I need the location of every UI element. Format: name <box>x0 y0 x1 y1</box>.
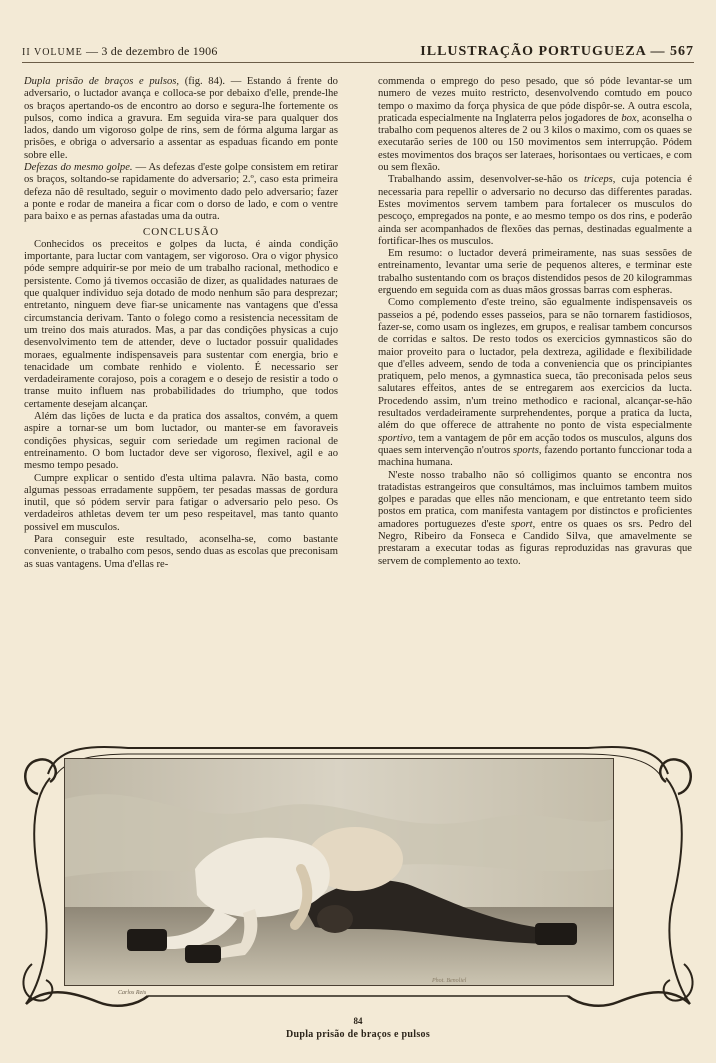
emphasis: sportivo <box>378 432 413 444</box>
paragraph: Em resumo: o luctador deverá primeiramente, nas suas sessões de entreinamento, levantar uma serie de pequenos alteres, e terminar este trabalho sustentando com os braços distendidos pesos de 20 kilogrammas erguendo em seguida com as duas mãos grossas barras com espheras. <box>378 248 692 297</box>
paragraph: Conhecidos os preceitos e golpes da lucta, é ainda condição importante, para luctar com vantagem, ser vigoroso. Ora o vigor physico póde sempre adquirir-se por meio de um trabalho racional, methodico e persistente. Como já tivemos occasião de dizer, as qualidades naturaes de que qualquer individuo seja dotado de modo nenhum são para desprezar; entretanto, ninguem deve fiar-se unicamente nas vantagens que d'essa circumstancia derivam. Tanto o folego como a resistencia necessitam de um treino dos mais aturados. Mas, a par das condições physicas a cujo desenvolvimento tem de attender, deve o luctador possuir qualidades moraes, egualmente indispensaveis para sustentar com energia, brio e tenacidade um combate renhido e violento. É necessario ser verdadeiramente corajoso, pois a coragem e o desejo de resistir a todo o transe muito influem nas probabilidades do triumpho, que todos certamente desejam alcançar. <box>24 238 338 410</box>
photographer-signature: Phot. Benoliel <box>432 978 467 984</box>
paragraph-text: , aconselha o trabalho com pequenos alteres de 2 ou 3 kilos o maximo, com os quaes se executarão series de 100 ou 150 movimentos sem interrupção. Pódem estes movimentos dos braços ser lateraes, horisontaes ou verticaes, e com ou sem flexão. <box>378 112 692 174</box>
subheading: Defezas do mesmo golpe. <box>24 162 133 174</box>
paragraph <box>378 297 692 469</box>
paragraph-text: commenda o emprego do peso pesado, que só póde levantar-se um numero de vezes muito restricto, desenvolvendo comtudo em pouco tempo o maximo da força physica de que póde dispôr-se. A outra escola, praticada especialmente na Inglaterra pelos jogadores de <box>378 76 692 124</box>
paragraph-text: , cuja potencia é necessaria para repellir o adversario no decurso das differentes paradas. Estes movimentos servem tambem para fortalecer os musculos do pescoço, empregados na ponte, e ao mesmo tempo os dos rins, e poderão ainda ser acompanhados de flexões das pernas, destinadas egualmente a fortificar-lhes os musculos. <box>378 174 692 247</box>
paragraph-text: , tem a vantagem de pôr em acção todos os musculos, alguns dos quaes sem intervenção n'outros <box>378 432 692 456</box>
frame-right-swirl <box>666 778 690 1004</box>
paragraph: Cumpre explicar o sentido d'esta ultima palavra. Não basta, como algumas pessoas erradamente suppõem, ter pesadas massas de gordura inutil, que só pódem servir para fatigar o adversario pelo peso. Os verdadeiros athletas devem ter um peso respeitavel, mas tanto quanto possivel em musculos. <box>24 472 338 533</box>
paragraph-text: , fazendo portanto funccionar toda a machina humana. <box>378 444 692 469</box>
wrestler-boot-left <box>127 929 167 951</box>
paragraph-text: (fig. 84). — Estando á frente do adversario, o luctador avança e colloca-se por debaixo d'elle, prende-lhe os braços apertando-os de encontro ao dorso e segura-lhe fortemente os pulsos, como indica a gravura. Em seguida vira-se para qualquer dos lados, dando um vigoroso golpe de rins, sem de fórma alguma largar as prisões, e obriga o adversario a assentar as espaduas ficando em ponte sobre elle. <box>24 76 338 161</box>
frame-left-swirl <box>26 778 50 1004</box>
paragraph-text: N'este nosso trabalho não só colligimos quanto se encontra nos tratadistas estrangeiros que consultámos, mas incluimos tambem muitos golpes e paradas que elles não mencionam, e que entretanto teem sido postos em pratica, com manifesta vantagem por distinctos e proficientes amadores portuguezes d'este <box>378 469 692 530</box>
emphasis: triceps <box>583 174 613 186</box>
paragraph <box>378 76 692 174</box>
header-volume-date <box>22 44 218 59</box>
wrestler-boot-right <box>535 923 577 945</box>
paragraph-text: — As defezas d'este golpe consistem em retirar os braços, soltando-se rapidamente do adversario; 2.º, caso esta primeira defeza não dê resultado, seguir o movimento dado pelo adversario; fazer a ponte e rodar de maneira a ficar com o dorso de lado, e com o ventre para baixo e as pernas afastadas uma da outra. <box>24 162 338 223</box>
header-title-page <box>420 44 694 60</box>
paragraph-text: , entre os quaes os srs. Pedro del Negro, Ribeiro da Fonseca e Candido Silva, que amavelmente se prestaram a executar todas as figuras reproduzidas nas gravuras que servem de complemento ao texto. <box>378 518 692 567</box>
header-page-number: — 567 <box>650 44 694 59</box>
paragraph: Para conseguir este resultado, aconselha-se, como bastante conveniente, o trabalho com pesos, sendo duas as escolas que preconisam as suas vantagens. Uma d'ellas re- <box>24 533 338 570</box>
emphasis: box <box>621 112 637 124</box>
figure-number: 84 <box>353 1016 363 1026</box>
figure-caption: Dupla prisão de braços e pulsos <box>285 1029 431 1040</box>
section-heading: CONCLUSÃO <box>142 225 220 238</box>
emphasis: sport <box>510 518 533 530</box>
paragraph <box>24 162 338 223</box>
paragraph: Além das lições de lucta e da pratica dos assaltos, convém, a quem aspire a tornar-se um bom luctador, ou manter-se em favoraveis condições physicas, seguir com seriedade um regimen racional de entreinamento. O bom luctador deve ser vigoroso, flexivel, agil e ao mesmo tempo pesado. <box>24 411 338 472</box>
figure-84 <box>18 734 698 1018</box>
right-column <box>378 76 692 736</box>
wrestlers-illustration <box>65 759 613 985</box>
paragraph <box>24 76 338 162</box>
header-date: — 3 de dezembro de 1906 <box>85 44 218 58</box>
page-header <box>22 44 694 63</box>
left-column <box>24 76 338 736</box>
artist-signature: Carlos Reis <box>118 990 147 996</box>
header-title: ILLUSTRAÇÃO PORTUGUEZA <box>420 44 646 59</box>
paragraph <box>378 470 692 568</box>
paragraph <box>378 174 692 248</box>
emphasis: sports <box>513 444 539 456</box>
frame-right-curl <box>660 759 691 794</box>
wrestler-boot-center <box>185 945 221 963</box>
paragraph-text: Trabalhando assim, desenvolver-se-hão os <box>388 174 584 186</box>
frame-left-curl <box>25 759 56 794</box>
article-body <box>24 76 692 736</box>
wrestler-head <box>317 905 353 933</box>
wrestling-photograph <box>64 758 614 986</box>
subheading: Dupla prisão de braços e pulsos, <box>24 76 180 87</box>
header-volume: II VOLUME <box>22 47 83 58</box>
paragraph-text: Como complemento d'este treino, são egualmente indispensaveis os passeios a pé, podendo esses passeios, para se não tornarem fastidiosos, fazer-se, como usam os inglezes, em grupos, e realisar tambem concursos de corridas e saltos. De resto todos os exercicios gymnasticos são do maior proveito para o luctador, pela dextreza, agilidade e flexibilidade que d'elles adveem, sendo de toda a conveniencia que os principiantes pratiquem, pelo menos, a gymnastica sueca, tão preconisada pelos seus salutares effeitos, antes de se entregarem aos exercicios da lucta. Procedendo assim, n'um treino methodico e racional, alcançar-se-hão resultados verdadeiramente surprehendentes, porque a pratica da lucta, além do que offerece de attrahente no ponto de vista especialmente <box>378 297 692 432</box>
